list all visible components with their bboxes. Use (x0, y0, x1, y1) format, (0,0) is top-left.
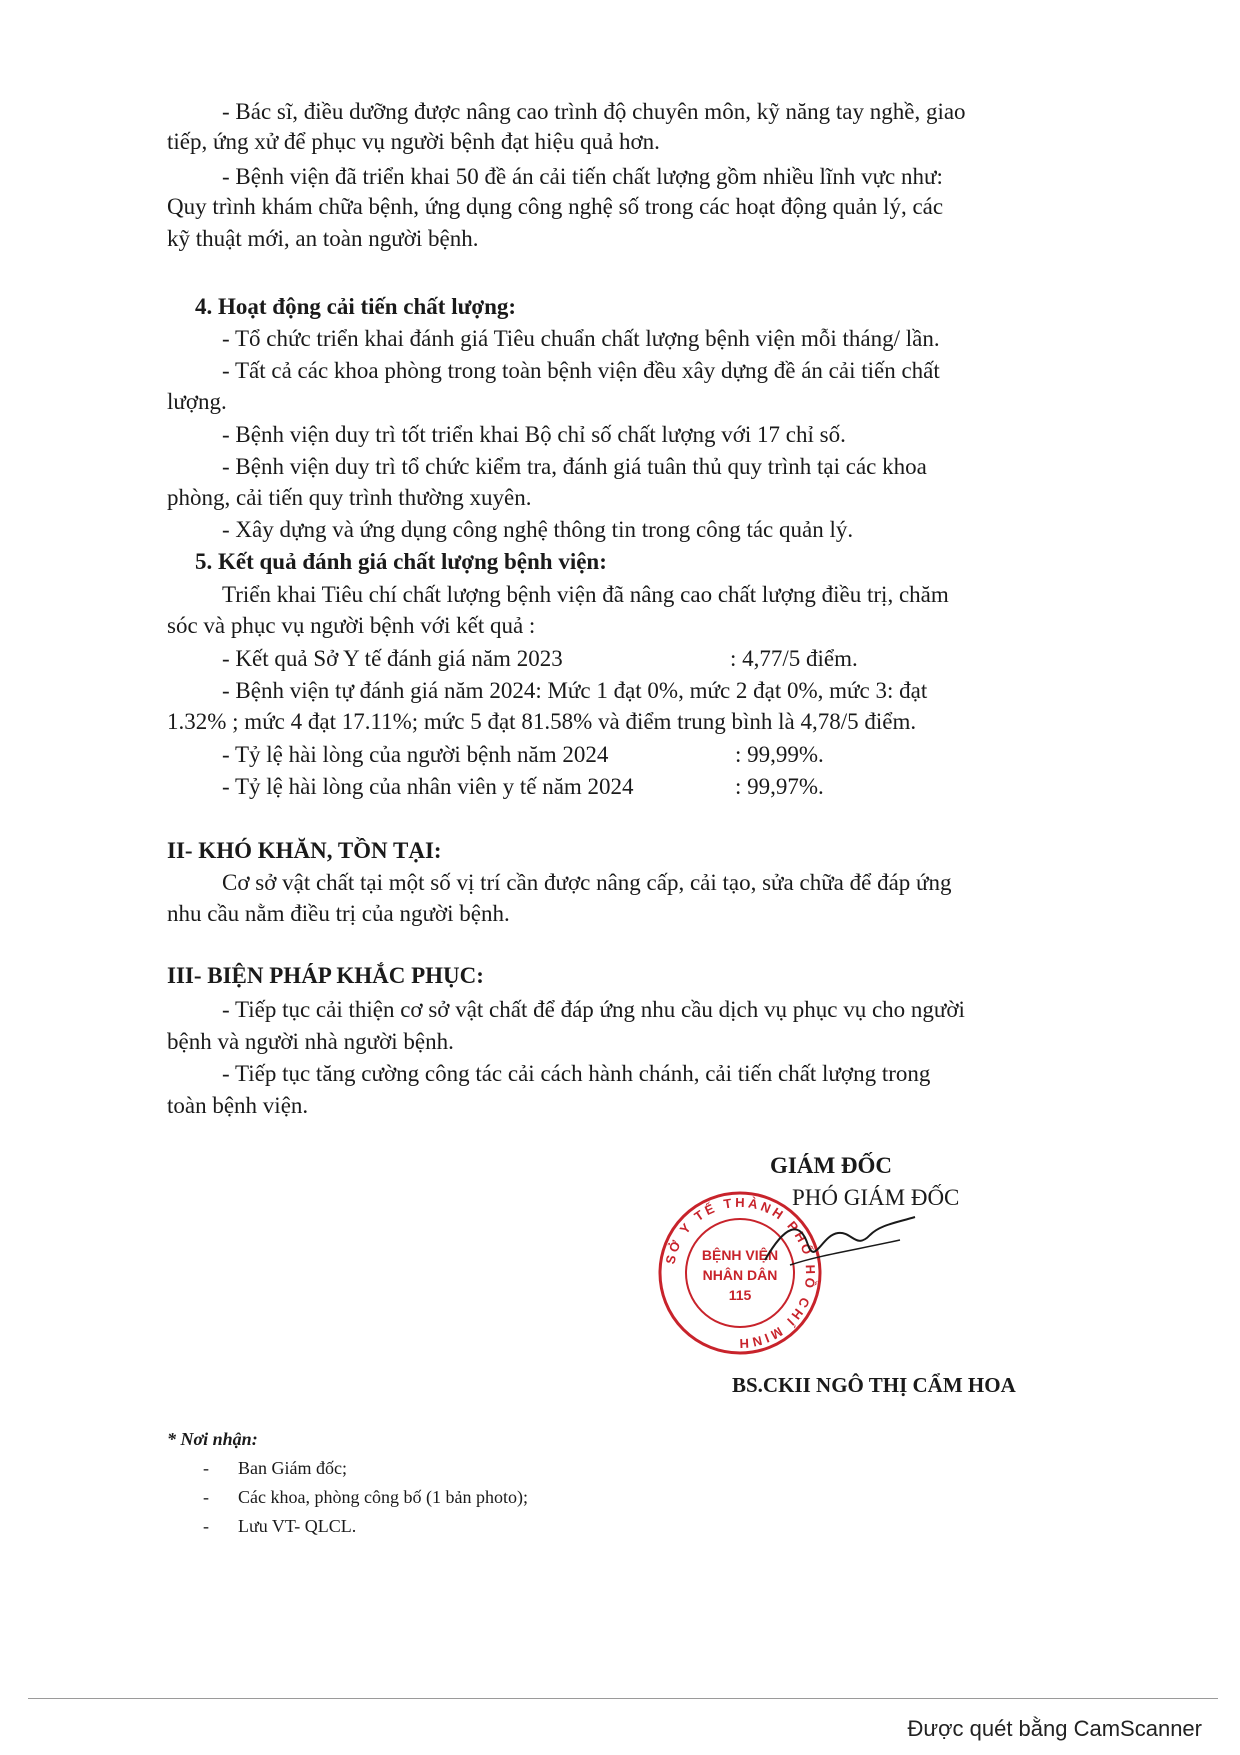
paragraph-line: - Bệnh viện duy trì tốt triển khai Bộ chỉ số chất lượng với 17 chỉ số. (222, 422, 846, 447)
recipient-item: Lưu VT- QLCL. (238, 1516, 357, 1536)
paragraph-line: nhu cầu nằm điều trị của người bệnh. (167, 901, 510, 926)
result-label: - Kết quả Sở Y tế đánh giá năm 2023 (222, 646, 563, 671)
signature-name: BS.CKII NGÔ THỊ CẨM HOA (732, 1373, 1016, 1397)
result-label: - Tỷ lệ hài lòng của người bệnh năm 2024 (222, 742, 609, 767)
paragraph-line: - Bệnh viện tự đánh giá năm 2024: Mức 1 đạt 0%, mức 2 đạt 0%, mức 3: đạt (222, 678, 928, 703)
recipient-item: Ban Giám đốc; (238, 1458, 347, 1478)
paragraph-line: Triển khai Tiêu chí chất lượng bệnh viện đã nâng cao chất lượng điều trị, chăm (222, 582, 949, 607)
paragraph-line: - Bệnh viện duy trì tổ chức kiểm tra, đánh giá tuân thủ quy trình tại các khoa (222, 454, 927, 479)
recipient-bullet: - (203, 1487, 209, 1507)
paragraph-line: Quy trình khám chữa bệnh, ứng dụng công nghệ số trong các hoạt động quản lý, các (167, 194, 944, 219)
signature-title: GIÁM ĐỐC (770, 1153, 893, 1178)
section-heading: II- KHÓ KHĂN, TỒN TẠI: (167, 838, 442, 863)
paragraph-line: - Bác sĩ, điều dưỡng được nâng cao trình độ chuyên môn, kỹ năng tay nghề, giao (222, 99, 966, 124)
section-heading: III- BIỆN PHÁP KHẮC PHỤC: (167, 963, 484, 988)
recipient-bullet: - (203, 1458, 209, 1478)
result-value: : 99,99%. (735, 742, 824, 767)
paragraph-line: - Tiếp tục tăng cường công tác cải cách hành chánh, cải tiến chất lượng trong (222, 1061, 931, 1086)
stamp-ring-text: SỞ Y TẾ THÀNH PHỐ HỒ CHÍ MINH (662, 1194, 819, 1352)
result-value: : 4,77/5 điểm. (730, 646, 858, 671)
paragraph-line: - Tất cả các khoa phòng trong toàn bệnh viện đều xây dựng đề án cải tiến chất (222, 358, 940, 383)
paragraph-line: toàn bệnh viện. (167, 1093, 309, 1118)
footer-divider (28, 1698, 1218, 1699)
scanner-watermark: Được quét bằng CamScanner (907, 1716, 1202, 1741)
paragraph-line: - Tổ chức triển khai đánh giá Tiêu chuẩn chất lượng bệnh viện mỗi tháng/ lần. (222, 326, 940, 351)
section-heading: 4. Hoạt động cải tiến chất lượng: (195, 294, 517, 319)
result-value: : 99,97%. (735, 774, 824, 799)
paragraph-line: phòng, cải tiến quy trình thường xuyên. (167, 485, 532, 510)
paragraph-line: tiếp, ứng xử để phục vụ người bệnh đạt hiệu quả hơn. (167, 129, 660, 154)
paragraph-line: Cơ sở vật chất tại một số vị trí cần được nâng cấp, cải tạo, sửa chữa để đáp ứng (222, 870, 952, 895)
stamp-center-line: BỆNH VIỆN (701, 1247, 779, 1263)
result-label: - Tỷ lệ hài lòng của nhân viên y tế năm 2024 (222, 774, 634, 799)
paragraph-line: kỹ thuật mới, an toàn người bệnh. (167, 226, 479, 251)
paragraph-line: - Tiếp tục cải thiện cơ sở vật chất để đáp ứng nhu cầu dịch vụ phục vụ cho người (222, 997, 965, 1022)
paragraph-line: sóc và phục vụ người bệnh với kết quả : (167, 613, 536, 638)
section-heading: 5. Kết quả đánh giá chất lượng bệnh viện: (195, 549, 607, 574)
handwritten-signature (760, 1205, 920, 1285)
paragraph-line: - Bệnh viện đã triển khai 50 đề án cải tiến chất lượng gồm nhiều lĩnh vực như: (222, 164, 943, 189)
paragraph-line: - Xây dựng và ứng dụng công nghệ thông tin trong công tác quản lý. (222, 517, 854, 542)
recipient-item: Các khoa, phòng công bố (1 bản photo); (238, 1487, 528, 1507)
stamp-center-line: 115 (728, 1287, 752, 1303)
paragraph-line: 1.32% ; mức 4 đạt 17.11%; mức 5 đạt 81.58% và điểm trung bình là 4,78/5 điểm. (167, 709, 917, 734)
stamp-center-line: NHÂN DÂN (702, 1267, 778, 1283)
recipient-bullet: - (203, 1516, 209, 1536)
paragraph-line: bệnh và người nhà người bệnh. (167, 1029, 454, 1054)
paragraph-line: lượng. (167, 389, 227, 414)
recipients-heading: * Nơi nhận: (167, 1429, 258, 1449)
signature-deputy: PHÓ GIÁM ĐỐC (792, 1185, 960, 1210)
